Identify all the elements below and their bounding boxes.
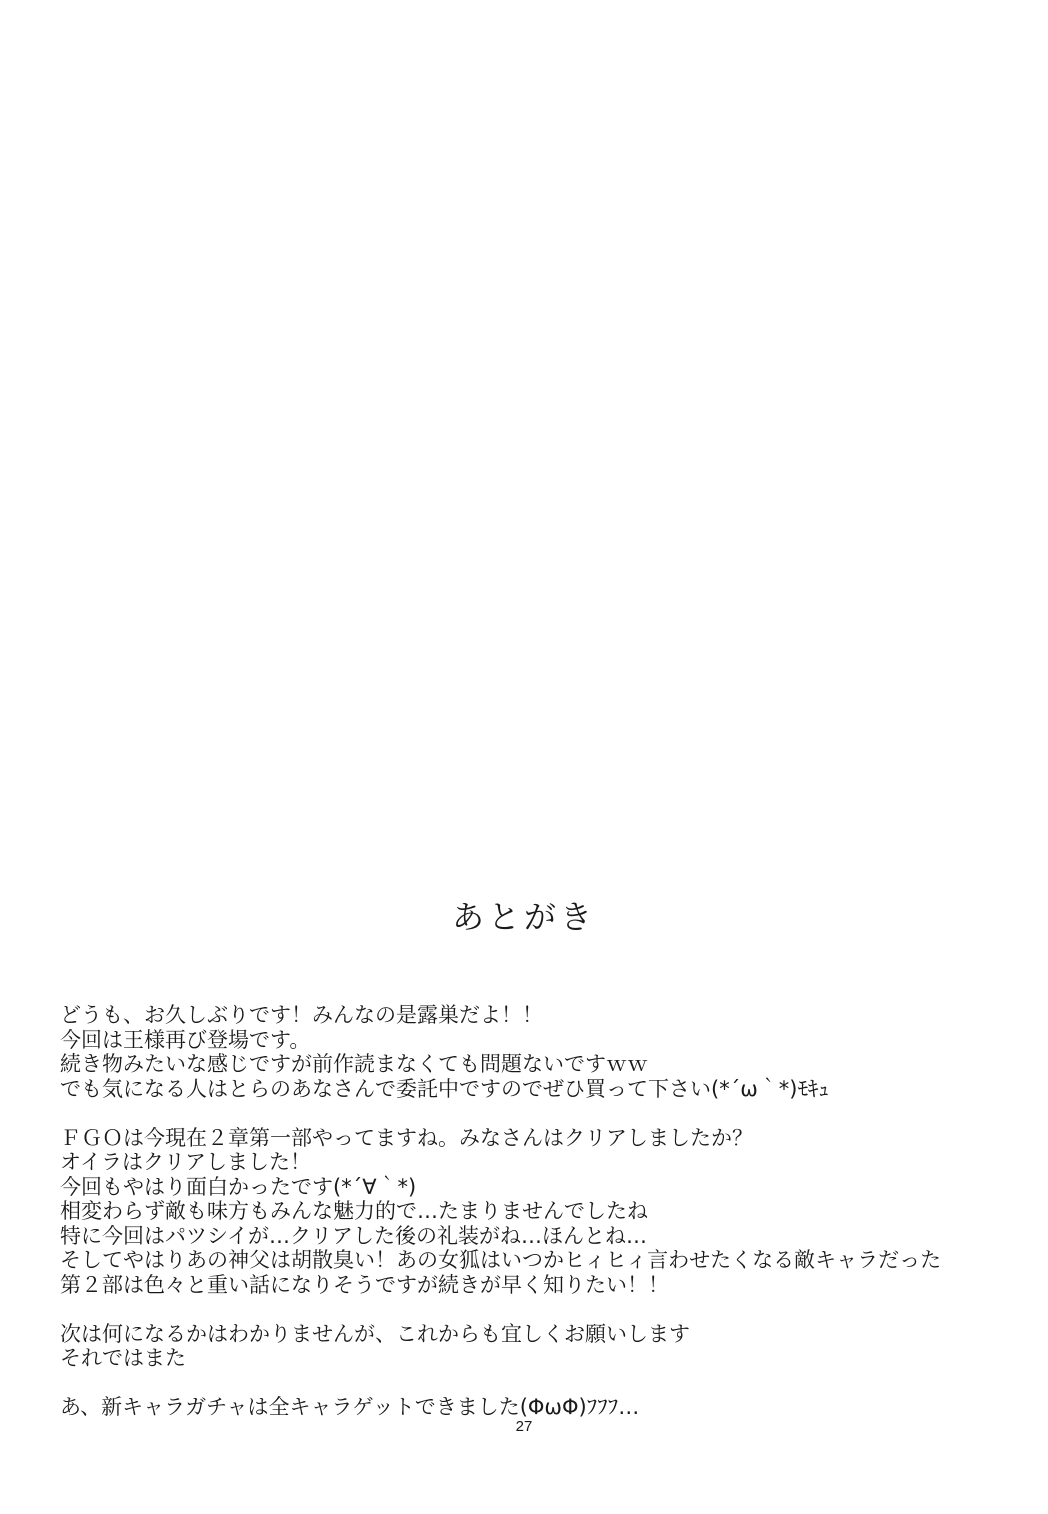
text-line: そしてやはりあの神父は胡散臭い！あの女狐はいつかヒィヒィ言わせたくなる敵キャラだった <box>60 1248 942 1272</box>
text-line: 特に今回はパツシイが…クリアした後の礼装がね…ほんとね… <box>60 1223 647 1248</box>
paragraph-closing <box>60 1322 1035 1371</box>
paragraph-fgo <box>60 1126 1035 1298</box>
text-line: 今回もやはり面白かったです(*´∀｀*) <box>60 1174 417 1199</box>
text-line: それではまた <box>60 1346 186 1370</box>
text-line: 第２部は色々と重い話になりそうですが続きが早く知りたい！！ <box>60 1272 669 1297</box>
page-number: 27 <box>515 1418 533 1435</box>
text-line: 相変わらず敵も味方もみんな魅力的で…たまりませんでしたね <box>60 1199 648 1223</box>
text-line: あ、新キャラガチャは全キャラゲットできました(ΦωΦ)ﾌﾌﾌ… <box>60 1395 640 1419</box>
text-line: 次は何になるかはわかりませんが、これからも宜しくお願いします <box>60 1321 690 1346</box>
afterword-body <box>60 1003 1035 1420</box>
text-line: 続き物みたいな感じですが前作読まなくても問題ないですｗｗ <box>60 1052 648 1076</box>
paragraph-postscript <box>60 1395 1035 1420</box>
text-line: 今回は王様再び登場です。 <box>60 1027 311 1052</box>
text-line: でも気になる人はとらのあなさんで委託中ですのでぜひ買って下さい(*´ω｀*)ﾓｷｭ <box>60 1076 829 1101</box>
page-title: あとがき <box>451 898 596 936</box>
paragraph-greeting <box>60 1003 1035 1101</box>
text-line: オイラはクリアしました！ <box>60 1150 311 1174</box>
text-line: ＦＧＯは今現在２章第一部やってますね。みなさんはクリアしましたか？ <box>60 1125 753 1150</box>
text-line: どうも、お久しぶりです！みんなの是露巣だよ！！ <box>60 1003 543 1027</box>
